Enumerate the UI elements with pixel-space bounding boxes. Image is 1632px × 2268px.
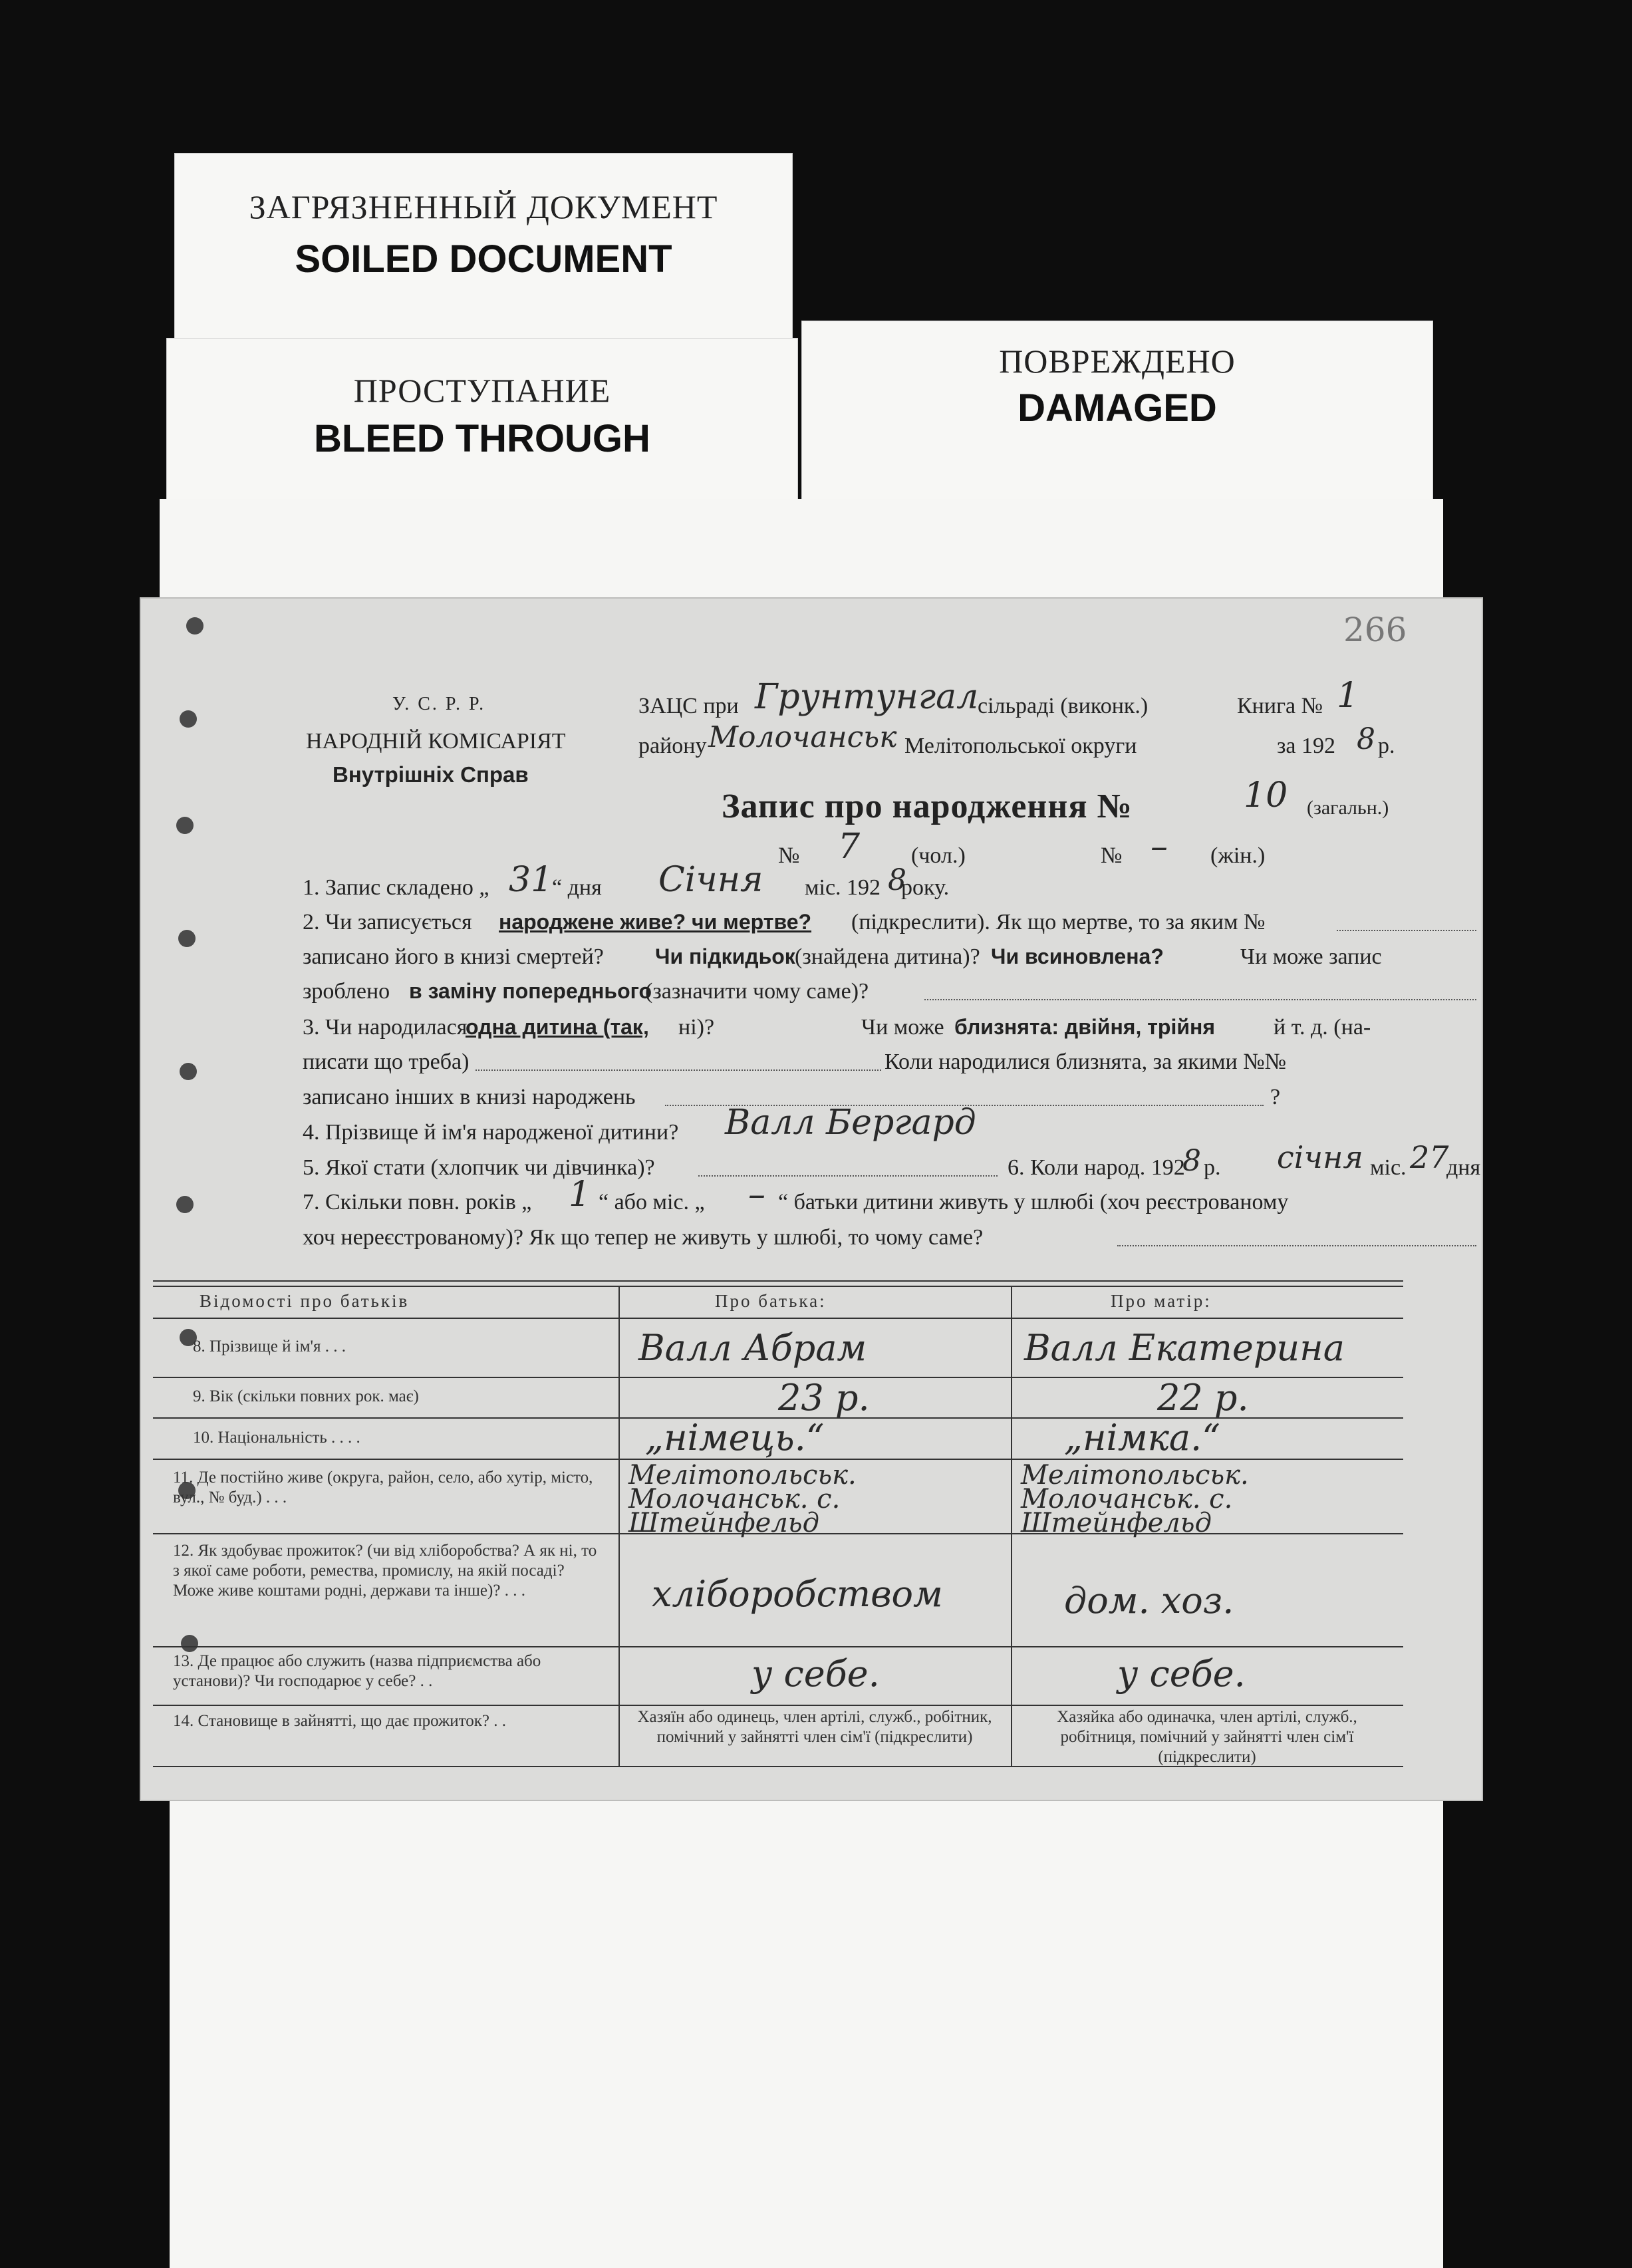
- soiled-document-label: [174, 153, 793, 339]
- mother-livelihood: дом. хоз.: [1064, 1580, 1234, 1622]
- item-1-label: 1. Запис складено „: [303, 875, 489, 900]
- male-number-value: 7: [838, 827, 861, 867]
- zags-suffix: сільраді (виконк.): [978, 694, 1149, 718]
- raion-suffix: Мелітопольської округи: [904, 734, 1137, 758]
- backing-sheet-2: [170, 1796, 1443, 2268]
- marriage-years: 1: [569, 1175, 591, 1214]
- row-label-occupation-status: 14. Становище в зайнятті, що дає прожиток? . .: [173, 1712, 506, 1730]
- bleed-label-en: BLEED THROUGH: [314, 417, 650, 460]
- item-2b-found: (знайдена дитина)?: [795, 944, 980, 969]
- header-parents-info: Відомості про батьків: [200, 1291, 410, 1311]
- punch-hole: [181, 1635, 198, 1652]
- internal-affairs-header: Внутрішніх Справ: [333, 762, 529, 787]
- item-6-r: р.: [1204, 1155, 1221, 1180]
- item-3-twins: близнята: двійня, трійня: [954, 1015, 1215, 1039]
- table-rule: [153, 1318, 1403, 1319]
- bleed-label-ru: ПРОСТУПАНИЕ: [353, 372, 611, 409]
- item-3-etc: й т. д. (на-: [1274, 1015, 1371, 1040]
- item-3b-rest: Коли народилися близнята, за якими №№: [884, 1050, 1287, 1074]
- item-2b-adopted: Чи всиновлена?: [991, 944, 1164, 968]
- punch-hole: [186, 617, 204, 635]
- item-6-dnia: дня: [1446, 1155, 1481, 1180]
- father-occupation-status: Хазяїн або одинець, член артілі, служб., робітник, помічний у зайнятті член сім'ї (підкреслити): [637, 1708, 992, 1746]
- item-2c-rest: (зазначити чому саме)?: [645, 979, 869, 1004]
- birth-year: 8: [1182, 1144, 1201, 1178]
- row-label-name: 8. Прізвище й ім'я . . .: [193, 1338, 346, 1355]
- item-3-single: одна дитина (так,: [466, 1015, 649, 1039]
- item-2-alive-dead: народжене живе? чи мертве?: [499, 910, 812, 934]
- item-7-label: 7. Скільки повн. років „: [303, 1190, 532, 1214]
- item-2-label: 2. Чи записується: [303, 910, 472, 934]
- item-2b-label: записано його в книзі смертей?: [303, 944, 604, 969]
- kniga-value: 1: [1337, 676, 1359, 716]
- item-3b-label: писати що треба): [303, 1050, 470, 1074]
- father-age: 23 р.: [778, 1377, 870, 1419]
- form-title: Запис про народження №: [722, 787, 1133, 825]
- raion-label: району: [638, 734, 707, 758]
- father-nationality: „німець.“: [645, 1417, 825, 1459]
- item-2-rest: (підкреслити). Як що мертве, то за яким №: [851, 910, 1266, 934]
- row-label-livelihood: 12. Як здобуває прожиток? (чи від хліборобства? А як ні, то з якої саме роботи, ремества, промислу, на якій посаді? Може живе коштами родні, держави та інше)? . . .: [173, 1542, 597, 1600]
- female-number-value: –: [1151, 827, 1168, 867]
- female-number-label: №: [1101, 843, 1123, 868]
- za-rik-label: за 192: [1277, 734, 1336, 758]
- item-3-maybe: Чи може: [861, 1015, 944, 1040]
- za-rik-suffix: р.: [1378, 734, 1395, 758]
- item-3b-blank: [476, 1069, 881, 1071]
- punch-hole: [176, 1196, 194, 1213]
- mother-occupation-status: Хазяйка або одиначка, член артілі, служб., робітниця, помічний у зайнятті член сім'ї (підкреслити): [1057, 1708, 1357, 1766]
- item-3c-q: ?: [1270, 1085, 1281, 1109]
- kniga-label: Книга №: [1237, 694, 1323, 718]
- item-6-label: 6. Коли народ. 192: [1008, 1155, 1185, 1180]
- page-number: 266: [1343, 611, 1407, 649]
- item-6-mis: міс.: [1370, 1155, 1407, 1180]
- table-col-rule: [1011, 1286, 1012, 1766]
- mother-workplace: у себе.: [1117, 1653, 1246, 1695]
- record-day: 31: [509, 860, 553, 900]
- general-suffix: (загальн.): [1307, 797, 1389, 819]
- item-7-rest: “ батьки дитини живуть у шлюбі (хоч реєстрованому: [778, 1190, 1289, 1214]
- zags-label: ЗАЦС при: [638, 694, 739, 718]
- item-3-no: ні)?: [678, 1015, 715, 1040]
- item-1-den: “ дня: [552, 875, 602, 900]
- item-7b-blank: [1117, 1245, 1476, 1246]
- general-number: 10: [1244, 776, 1288, 815]
- item-5-label: 5. Якої стати (хлопчик чи дівчинка)?: [303, 1155, 655, 1180]
- birth-month: січня: [1277, 1139, 1363, 1175]
- mother-name: Валл Екатерина: [1024, 1327, 1345, 1369]
- soiled-label-ru: ЗАГРЯЗНЕННЫЙ ДОКУМЕНТ: [249, 188, 718, 225]
- punch-hole: [176, 817, 194, 834]
- header-father: Про батька:: [715, 1291, 827, 1311]
- table-rule: [153, 1705, 1403, 1706]
- table-rule: [153, 1280, 1403, 1282]
- punch-hole: [180, 1063, 197, 1080]
- row-label-nationality: 10. Національність . . . .: [193, 1429, 360, 1447]
- item-1-mis: міс. 192: [805, 875, 881, 900]
- zags-value: Грунтунгал: [755, 677, 979, 717]
- record-year: 8: [888, 863, 906, 897]
- father-workplace: у себе.: [751, 1653, 880, 1695]
- table-rule: [153, 1646, 1403, 1647]
- child-name-value: Валл Бергард: [725, 1103, 976, 1143]
- mother-residence: Мелітопольськ. Молочанськ. с. Штейнфельд: [1021, 1460, 1249, 1538]
- ussr-header: У. С. Р. Р.: [392, 694, 486, 714]
- punch-hole: [180, 710, 197, 728]
- item-3c-label: записано інших в книзі народжень: [303, 1085, 636, 1109]
- row-label-age: 9. Вік (скільки повних рок. має): [193, 1387, 419, 1405]
- damaged-label-en: DAMAGED: [1018, 386, 1217, 430]
- marriage-months: –: [748, 1175, 765, 1214]
- mother-nationality: „німка.“: [1064, 1417, 1220, 1459]
- soiled-label-en: SOILED DOCUMENT: [295, 237, 672, 281]
- backing-sheet-1: [160, 499, 1443, 605]
- punch-hole: [178, 930, 196, 947]
- male-number-label: №: [778, 843, 800, 868]
- table-col-rule: [618, 1286, 620, 1766]
- father-name: Валл Абрам: [638, 1327, 867, 1369]
- item-2-blank: [1337, 930, 1476, 931]
- item-5-blank: [698, 1175, 998, 1177]
- item-2b-may: Чи може запис: [1240, 944, 1382, 969]
- father-residence: Мелітопольськ. Молочанськ. с. Штейнфельд: [628, 1460, 857, 1538]
- item-7b-label: хоч нереєстрованому)? Як що тепер не живуть у шлюбі, то чому саме?: [303, 1225, 984, 1250]
- item-2c-blank: [924, 999, 1476, 1000]
- damaged-label-ru: ПОВРЕЖДЕНО: [999, 343, 1236, 380]
- za-rik-year: 8: [1357, 722, 1375, 756]
- birth-day: 27: [1410, 1139, 1449, 1175]
- record-month: Січня: [658, 860, 763, 900]
- male-number-suffix: (чол.): [911, 843, 966, 868]
- female-number-suffix: (жін.): [1210, 843, 1266, 868]
- raion-value: Молочанськ: [708, 720, 897, 754]
- item-2b-foundling: Чи підкидьок: [655, 944, 795, 968]
- item-1-roku: року.: [901, 875, 950, 900]
- item-3-label: 3. Чи народилася: [303, 1015, 468, 1040]
- birth-registration-form: [140, 597, 1483, 1801]
- commissariat-header: НАРОДНІЙ КОМІСАРІЯТ: [306, 729, 566, 754]
- item-2c-label: зроблено: [303, 979, 390, 1004]
- item-7-mid: “ або міс. „: [599, 1190, 705, 1214]
- damaged-label: [801, 321, 1433, 513]
- row-label-residence: 11. Де постійно живе (округа, район, село, або хутір, місто, вул., № буд.) . . .: [173, 1469, 593, 1506]
- father-livelihood: хліборобством: [652, 1573, 943, 1615]
- table-rule: [153, 1286, 1403, 1287]
- mother-age: 22 р.: [1157, 1377, 1249, 1419]
- row-label-workplace: 13. Де працює або служить (назва підприємства або установи)? Чи господарює у себе? . .: [173, 1652, 541, 1690]
- header-mother: Про матір:: [1111, 1291, 1212, 1311]
- item-4-label: 4. Прізвище й ім'я народженої дитини?: [303, 1120, 679, 1145]
- item-2c-replacement: в заміну попереднього: [409, 979, 652, 1003]
